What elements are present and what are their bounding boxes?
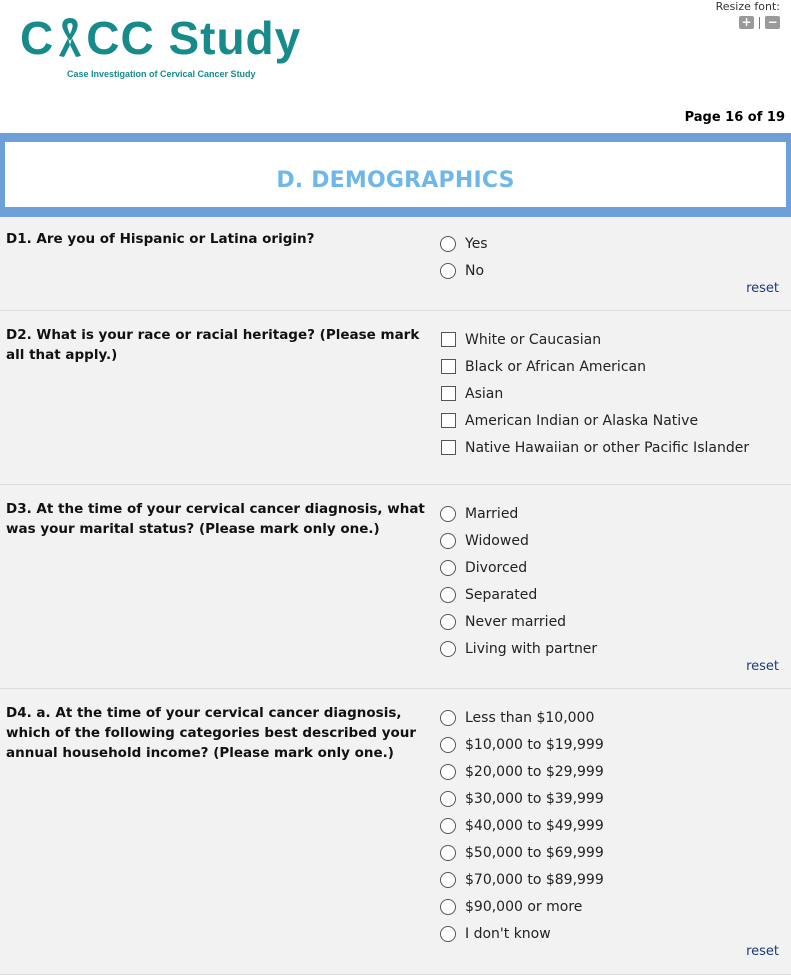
question-d1: [0, 217, 791, 311]
option-label: $50,000 to $69,999: [465, 844, 604, 861]
question-text: D4. a. At the time of your cervical cancer diagnosis, which of the following categories best described your annual household income? (Please mark only one.): [6, 705, 417, 761]
option-black[interactable]: [440, 353, 749, 380]
resize-separator: [759, 17, 760, 29]
option-married[interactable]: [440, 500, 597, 527]
radio-button[interactable]: [440, 236, 456, 252]
option-label: I don't know: [465, 925, 551, 942]
option-label: White or Caucasian: [465, 331, 602, 348]
answer-options: [440, 704, 604, 947]
answer-options: [440, 230, 488, 284]
radio-button[interactable]: [440, 764, 456, 780]
option-label: $40,000 to $49,999: [465, 817, 604, 834]
option-widowed[interactable]: [440, 527, 597, 554]
radio-button[interactable]: [440, 710, 456, 726]
answer-options: [440, 326, 749, 461]
option-no[interactable]: [440, 257, 488, 284]
option-income-5[interactable]: [440, 812, 604, 839]
checkbox[interactable]: [441, 386, 456, 401]
option-label: $30,000 to $39,999: [465, 790, 604, 807]
study-logo: [20, 8, 320, 88]
radio-button[interactable]: [440, 506, 456, 522]
radio-button[interactable]: [440, 818, 456, 834]
option-native-hawaiian[interactable]: [440, 434, 749, 461]
option-income-3[interactable]: [440, 758, 604, 785]
awareness-ribbon-icon: [55, 14, 85, 60]
option-label: Widowed: [465, 532, 529, 549]
section-title: D. DEMOGRAPHICS: [276, 167, 515, 193]
option-american-indian[interactable]: [440, 407, 749, 434]
resize-font-control: [716, 0, 780, 29]
option-divorced[interactable]: [440, 554, 597, 581]
checkbox[interactable]: [441, 359, 456, 374]
logo-tagline: Case Investigation of Cervical Cancer Study: [67, 69, 256, 79]
option-label: Never married: [465, 613, 567, 630]
radio-button[interactable]: [440, 263, 456, 279]
option-label: Separated: [465, 586, 538, 603]
increase-font-button[interactable]: +: [739, 16, 754, 29]
question-d2: [0, 311, 791, 485]
checkbox[interactable]: [441, 332, 456, 347]
page-indicator: Page 16 of 19: [684, 110, 785, 125]
radio-button[interactable]: [440, 845, 456, 861]
page-header: [0, 0, 791, 133]
option-label: Black or African American: [465, 358, 646, 375]
resize-font-label: Resize font:: [715, 0, 780, 13]
checkbox[interactable]: [441, 440, 456, 455]
radio-button[interactable]: [440, 614, 456, 630]
section-title-box: [5, 142, 786, 207]
option-label: $20,000 to $29,999: [465, 763, 604, 780]
resize-font-buttons: [716, 16, 780, 29]
option-label: Yes: [465, 235, 488, 252]
option-income-4[interactable]: [440, 785, 604, 812]
logo-title-right: CC Study: [86, 12, 302, 64]
radio-button[interactable]: [440, 533, 456, 549]
option-dont-know[interactable]: [440, 920, 604, 947]
radio-button[interactable]: [440, 899, 456, 915]
radio-button[interactable]: [440, 737, 456, 753]
question-d3: [0, 485, 791, 689]
logo-title: [20, 8, 301, 68]
option-label: $90,000 or more: [465, 898, 583, 915]
option-label: $10,000 to $19,999: [465, 736, 604, 753]
radio-button[interactable]: [440, 641, 456, 657]
option-living-with-partner[interactable]: [440, 635, 597, 662]
option-label: American Indian or Alaska Native: [465, 412, 699, 429]
reset-link[interactable]: reset: [746, 944, 779, 959]
option-white[interactable]: [440, 326, 749, 353]
option-label: No: [465, 262, 485, 279]
option-income-7[interactable]: [440, 866, 604, 893]
option-label: Living with partner: [465, 640, 598, 657]
question-text: D1. Are you of Hispanic or Latina origin?: [6, 231, 315, 247]
option-label: Divorced: [465, 559, 528, 576]
radio-button[interactable]: [440, 587, 456, 603]
section-band: [0, 133, 791, 217]
answer-options: [440, 500, 597, 662]
radio-button[interactable]: [440, 560, 456, 576]
option-label: Married: [465, 505, 519, 522]
option-yes[interactable]: [440, 230, 488, 257]
checkbox[interactable]: [441, 413, 456, 428]
option-income-1[interactable]: [440, 704, 604, 731]
question-text: D2. What is your race or racial heritage? (Please mark all that apply.): [6, 327, 420, 363]
option-income-8[interactable]: [440, 893, 604, 920]
option-label: Native Hawaiian or other Pacific Islander: [465, 439, 750, 456]
option-label: Asian: [465, 385, 504, 402]
radio-button[interactable]: [440, 872, 456, 888]
option-never-married[interactable]: [440, 608, 597, 635]
reset-link[interactable]: reset: [746, 659, 779, 674]
question-text: D3. At the time of your cervical cancer diagnosis, what was your marital status? (Please mark only one.): [6, 501, 425, 537]
reset-link[interactable]: reset: [746, 281, 779, 296]
decrease-font-button[interactable]: −: [765, 16, 780, 29]
radio-button[interactable]: [440, 791, 456, 807]
logo-title-left: C: [20, 12, 55, 64]
option-label: $70,000 to $89,999: [465, 871, 604, 888]
radio-button[interactable]: [440, 926, 456, 942]
option-income-6[interactable]: [440, 839, 604, 866]
option-separated[interactable]: [440, 581, 597, 608]
option-asian[interactable]: [440, 380, 749, 407]
option-label: Less than $10,000: [465, 709, 595, 726]
option-income-2[interactable]: [440, 731, 604, 758]
question-d4a: [0, 689, 791, 975]
